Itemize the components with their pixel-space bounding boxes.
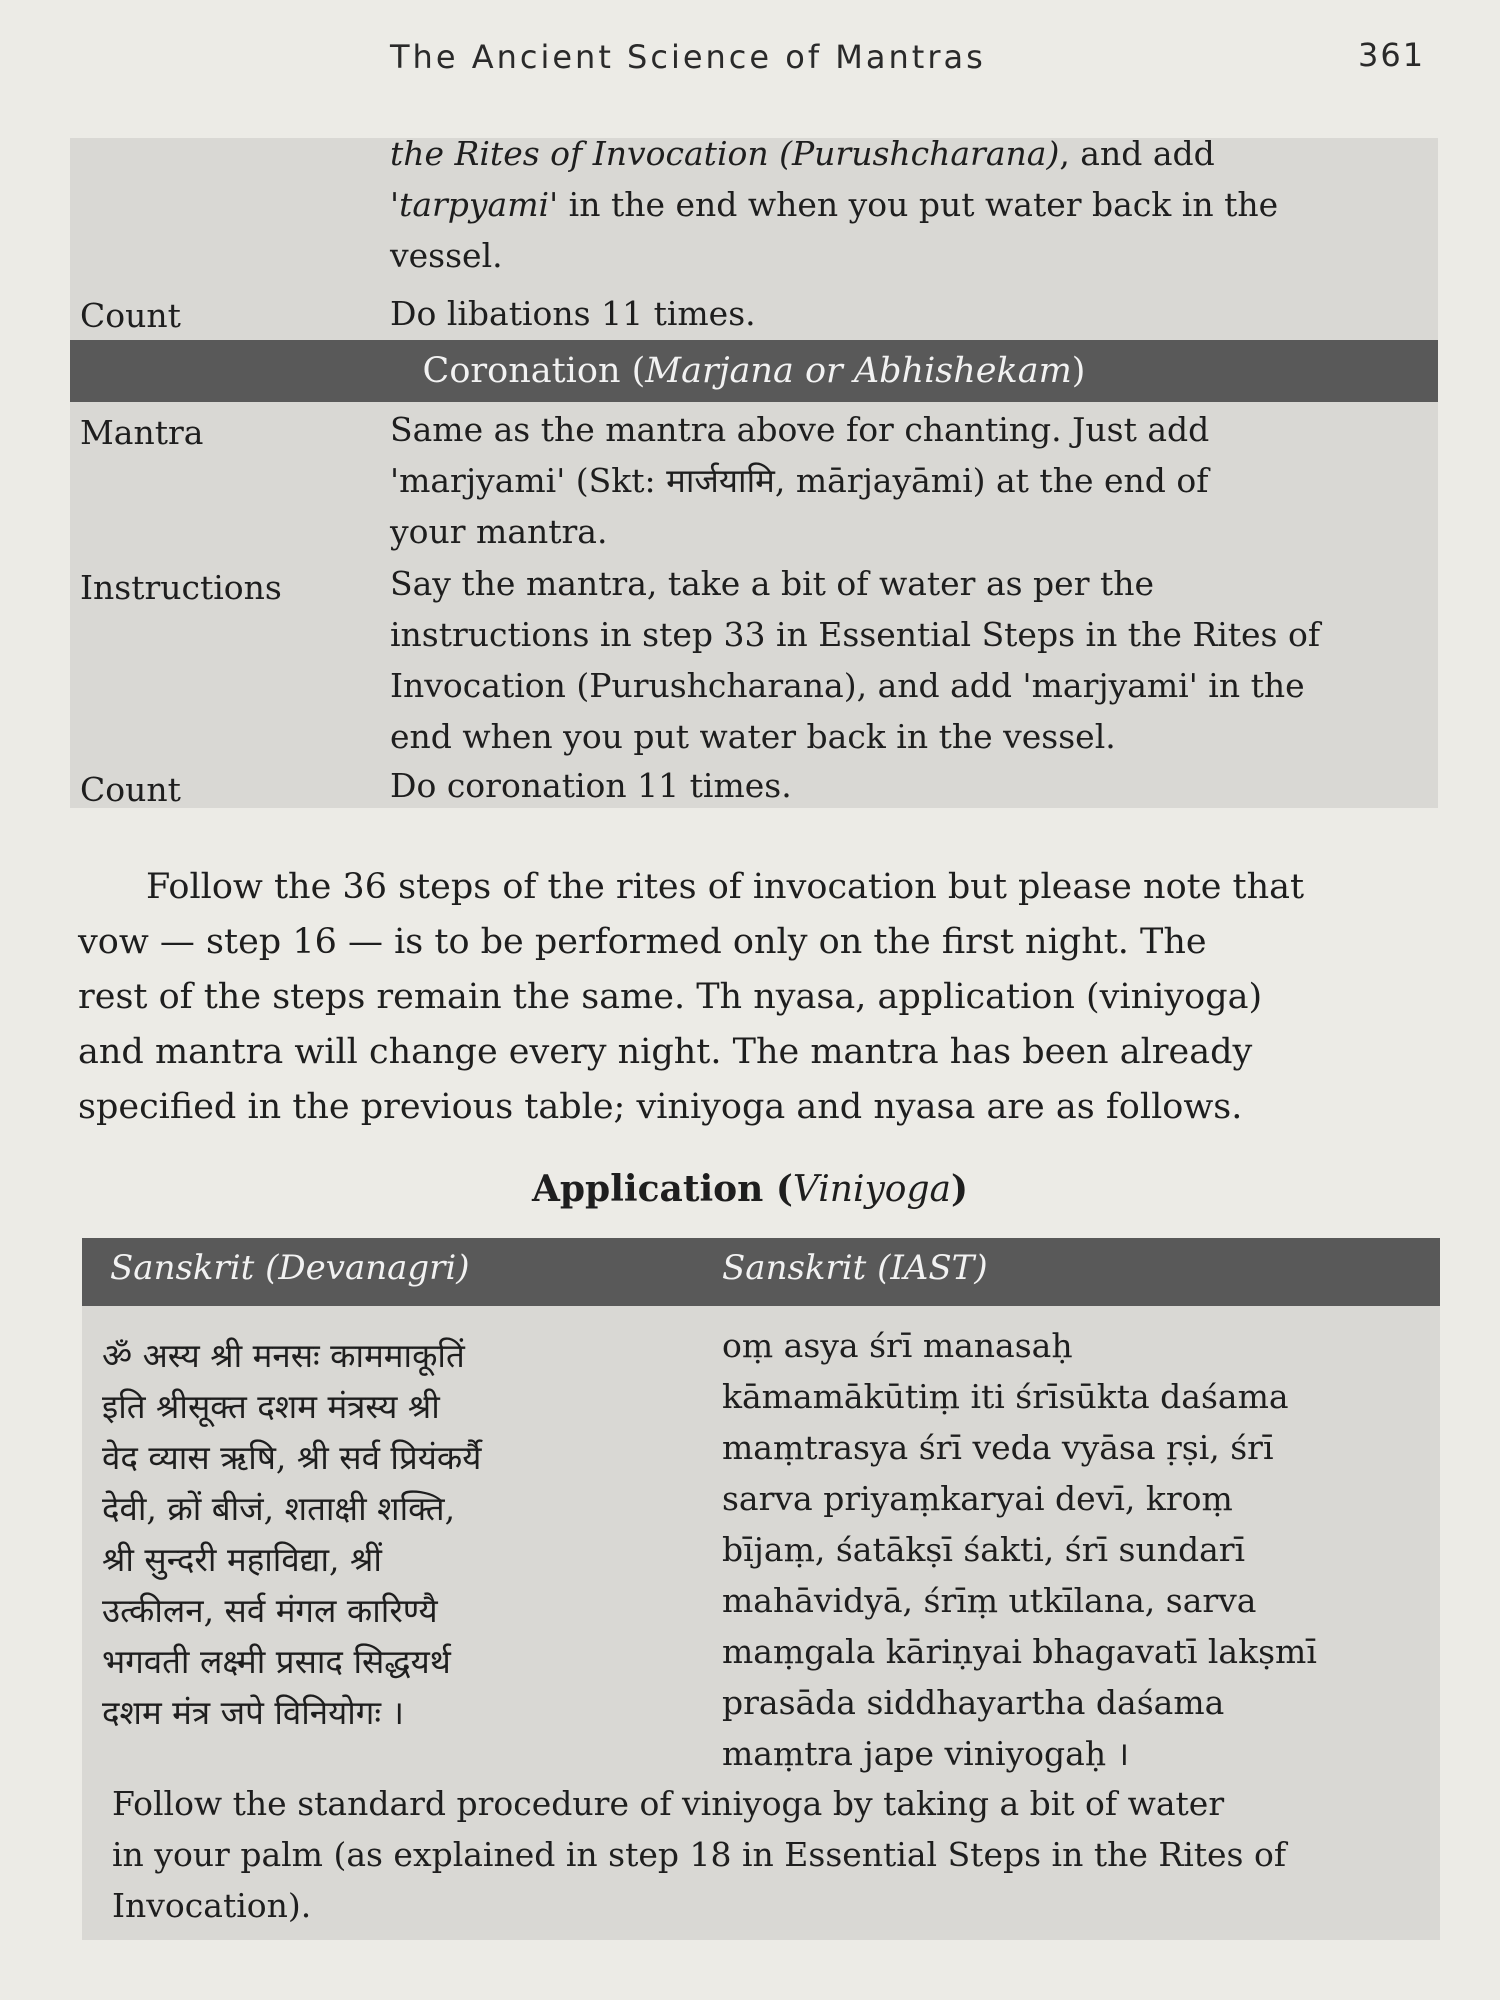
iast-column	[722, 1320, 1422, 1779]
column-header-iast: Sanskrit (IAST)	[722, 1248, 988, 1288]
instructions-line: instructions in step 33 in Essential Steps in the Rites of	[390, 615, 1321, 654]
para-line: and mantra will change every night. The mantra has been already	[78, 1032, 1253, 1072]
page-number: 361	[1358, 36, 1426, 74]
devanagari-line: ॐ अस्य श्री मनसः काममाकूतिं	[102, 1336, 465, 1375]
devanagari-line: देवी, क्रों बीजं, शताक्षी शक्ति,	[102, 1489, 456, 1528]
iast-line: maṃgala kāriṇyai bhagavatī lakṣmī	[722, 1632, 1317, 1671]
note-line: in your palm (as explained in step 18 in Essential Steps in the Rites of	[112, 1835, 1287, 1874]
count-value: Do libations 11 times.	[390, 294, 756, 333]
para-line: Follow the 36 steps of the rites of invocation but please note that	[146, 867, 1305, 907]
body-paragraph	[78, 860, 1438, 1135]
mantra-cell	[390, 404, 1420, 557]
devanagari-line: श्री सुन्दरी महाविद्या, श्रीं	[102, 1540, 382, 1579]
running-title: The Ancient Science of Mantras	[390, 38, 986, 76]
iast-line: bījaṃ, śatākṣī śakti, śrī sundarī	[722, 1530, 1246, 1569]
para-line: vow — step 16 — is to be performed only on the first night. The	[78, 922, 1207, 962]
iast-line: oṃ asya śrī manasaḥ	[722, 1326, 1073, 1365]
para-line: specified in the previous table; viniyoga and nyasa are as follows.	[78, 1087, 1243, 1127]
mantra-line: Same as the mantra above for chanting. Just add	[390, 410, 1210, 449]
instructions-line: end when you put water back in the vessel.	[390, 717, 1116, 756]
instructions-line: Invocation (Purushcharana), and add 'marjyami' in the	[390, 666, 1305, 705]
devanagari-line: उत्कीलन, सर्व मंगल कारिण्यै	[102, 1591, 438, 1630]
viniyoga-note	[112, 1778, 1422, 1931]
devanagari-line: वेद व्यास ऋषि, श्री सर्व प्रियंकर्यै	[102, 1438, 482, 1477]
note-line: Follow the standard procedure of viniyoga by taking a bit of water	[112, 1784, 1225, 1823]
application-table	[82, 1238, 1440, 1940]
count-value: Do coronation 11 times.	[390, 766, 792, 805]
cont-line-1: the Rites of Invocation (Purushcharana), and add	[390, 134, 1215, 173]
iast-line: sarva priyaṃkaryai devī, kroṃ	[722, 1479, 1233, 1518]
iast-line: maṃtrasya śrī veda vyāsa ṛṣi, śrī	[722, 1428, 1274, 1467]
count-label: Count	[80, 770, 181, 809]
devanagari-line: भगवती लक्ष्मी प्रसाद सिद्धयर्थ	[102, 1642, 451, 1681]
devanagari-line: दशम मंत्र जपे विनियोगः ।	[102, 1693, 405, 1732]
devanagari-column	[102, 1330, 702, 1738]
mantra-label: Mantra	[80, 413, 204, 452]
note-line: Invocation).	[112, 1886, 312, 1925]
cont-line-2: 'tarpyami' in the end when you put water back in the	[390, 185, 1279, 224]
coronation-band: Coronation (Marjana or Abhishekam)	[70, 340, 1438, 402]
instructions-label: Instructions	[80, 568, 282, 607]
iast-line: maṃtra jape viniyogaḥ ।	[722, 1734, 1130, 1773]
instructions-cell	[390, 558, 1420, 762]
devanagari-line: इति श्रीसूक्त दशम मंत्रस्य श्री	[102, 1387, 440, 1426]
count-label: Count	[80, 296, 181, 335]
table-header-row	[82, 1238, 1440, 1306]
page-header	[0, 28, 1500, 88]
mantra-line: your mantra.	[390, 512, 608, 551]
mantra-line: 'marjyami' (Skt: मार्जयामि, mārjayāmi) at the end of	[390, 461, 1209, 500]
column-header-devanagari: Sanskrit (Devanagri)	[110, 1248, 470, 1288]
cont-line-3: vessel.	[390, 236, 503, 275]
instructions-line: Say the mantra, take a bit of water as per the	[390, 564, 1155, 603]
iast-line: kāmamākūtiṃ iti śrīsūkta daśama	[722, 1377, 1289, 1416]
para-line: rest of the steps remain the same. Th nyasa, application (viniyoga)	[78, 977, 1263, 1017]
coronation-table	[70, 134, 1438, 809]
section-heading: Application (Viniyoga)	[531, 1168, 969, 1210]
iast-line: prasāda siddhayartha daśama	[722, 1683, 1225, 1722]
continuation-cell	[390, 128, 1420, 281]
iast-line: mahāvidyā, śrīṃ utkīlana, sarva	[722, 1581, 1257, 1620]
